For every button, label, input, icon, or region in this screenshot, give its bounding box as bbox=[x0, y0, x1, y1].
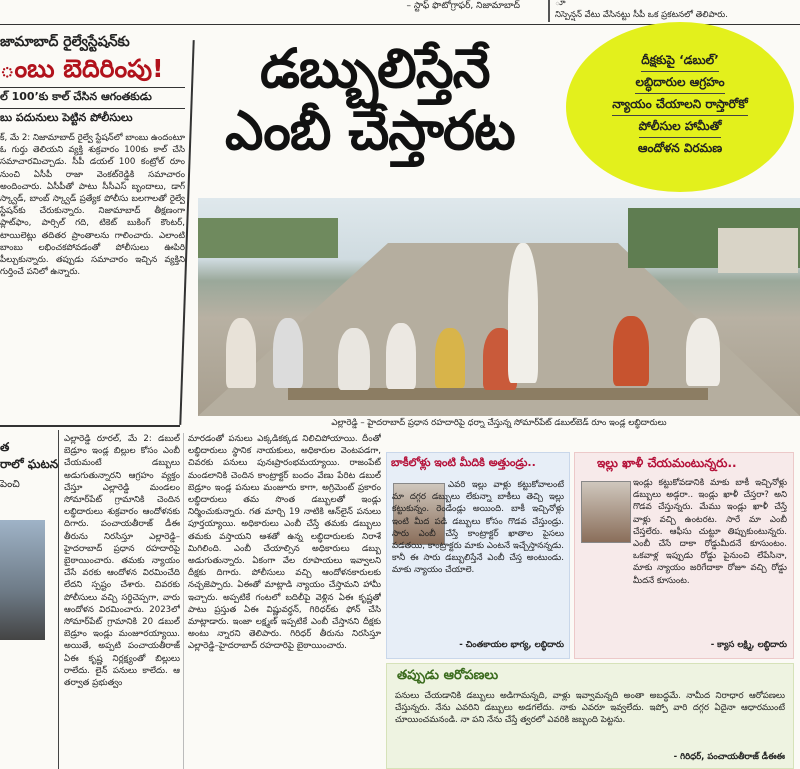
main-headline bbox=[225, 38, 565, 162]
callout-line1: దీక్షకుపై ‘డబుల్’ bbox=[641, 50, 719, 72]
left-mid-kicker: త bbox=[0, 440, 10, 454]
callout-line3: న్యాయం చేయాలని రాస్తారోకో bbox=[612, 94, 748, 116]
quote-box-3-title: తప్పుడు ఆరోపణలు bbox=[397, 668, 499, 683]
left-mid-sub: పెంచి bbox=[0, 479, 20, 490]
left-story-sub1: ల్ 100’కు కాల్ చేసిన ఆగంతకుడు bbox=[0, 87, 185, 109]
callout-text bbox=[576, 50, 784, 159]
top-right-line1: ూ bbox=[555, 0, 566, 8]
left-mid-story bbox=[0, 440, 60, 492]
quote-box-1-body: ఎవరి ఇల్లు వాళ్లు కట్టుకోవాలంటే మా దగ్గర డబ్బులు లేకున్నా బాకీలు తెచ్చి ఇల్లు కట్టుకున్నం. రెండేండ్లు అయింది. బాకీ ఇచ్చినోళ్లు ఇంటి మీద పడి డబ్బులు కోసం గొడవ చేస్తుండ్రు. సారు ఎంబీ చేస్తే కాంట్రాక్టర్ ఖాతాల పైసలు పడతయి, కాంట్రాక్టరు మాకు ఎంటనే ఇచ్చేస్తానన్నడు. కానీ ఈ సారు డబ్బులిస్తేనే ఎంబీ చేస్త అంటుండు. మాకు న్యాయం చేయాలె. bbox=[392, 480, 564, 576]
column-divider bbox=[183, 433, 184, 769]
left-story-headline: ంబు బెదిరింపు! bbox=[0, 54, 164, 83]
callout-line4: పోలీసుల హామీతో bbox=[639, 116, 722, 138]
quote-box-2-credit: - క్యాస లక్ష్మి, లబ్ధిదారు bbox=[710, 640, 787, 650]
protester bbox=[273, 318, 303, 388]
protester-standing bbox=[508, 243, 538, 383]
left-story-sub2: బు పదునులు పెట్టిన పోలీసులు bbox=[0, 111, 133, 124]
photo-credit-top: – స్టాఫ్ ఫొటోగ్రాఫర్, నిజామాబాద్ bbox=[406, 1, 520, 11]
callout-circle bbox=[566, 22, 794, 192]
section-rule bbox=[0, 425, 180, 427]
quote-box-2-portrait bbox=[581, 481, 631, 543]
callout-line5: ఆందోళన విరమణ bbox=[637, 141, 723, 155]
quote-box-1-credit: - చింతకాయల భాగ్య, లబ్ధిదారు bbox=[459, 640, 564, 650]
quote-box-1 bbox=[386, 452, 570, 659]
protester bbox=[613, 316, 649, 386]
shop bbox=[718, 228, 798, 273]
left-mid-headline: రాలో ఘటన bbox=[0, 457, 59, 471]
left-story-body: క్‌, మే 2: నిజామాబాద్ రైల్వే స్టేషన్‌లో బాంబు ఉందంటూ ఓ గుర్తు తెలియని వ్యక్తి శుక్రవారం 100కు కాల్ చేసి సమాచారమిచ్చాడు. సీపీ డయల్ 100 కంట్రోల్ రూం నుంచి ఏసీపీ రాజా వెంకట్‌రెడ్డికి సమాచారం అందించారు. ఏసీపీతో పాటు సీసీఎస్ బృందాలు, డాగ్ స్క్వాడ్, బాంబ్ స్క్వాడ్ ప్రత్యేక పోలీసు బలగాలతో రైల్వే స్టేషన్‌కు చేరుకున్నారు. నిజామాబాద్ తీక్షణంగా ప్లాట్‌ఫాం, పార్సిల్ గది, టికెట్ బుకింగ్ కౌంటర్, టాయిలెట్లు తదితర ప్రాంతాలను గాలించారు. ఎలాంటి బాంబు లభించకపోవడంతో పోలీసులు ఊపిరి పీల్చుకున్నారు. తప్పుడు సమాచారం ఇచ్చిన వ్యక్తిని గుర్తించే పనిలో ఉన్నారు. bbox=[0, 133, 185, 278]
headline-line2: ఎంబీ చేస్తారట bbox=[225, 99, 515, 162]
callout-line2: లబ్ధిదారుల ఆగ్రహం bbox=[635, 72, 724, 94]
protester bbox=[686, 318, 720, 386]
left-story-kicker: జామాబాద్ రైల్వేస్టేషన్‌కు bbox=[0, 34, 130, 50]
article-column-2: మారడంతో పనులు ఎక్కడికక్కడ నిలిచిపోయాయి. దీంతో లబ్ధిదారులు స్థానిక నాయకులు, అధికారుల వెంటపడగా, చివరకు పనులు పునఃప్రారంభమయ్యాయి. రాజంపేట్ మండలానికి చెందిన కాంట్రాక్టర్ బందం వేణు పేరిట డబుల్ బెడ్రూం ఇండ్ల పనులు మంజూరు కాగా, అగ్రిమెంట్ ప్రకారం లబ్ధిదారులు తమ సొంత డబ్బులతో ఇండ్లు నిర్మించుకున్నారు. గత మార్చి 19 నాటికి ఆన్‌లైన్ పనులు పూర్తయ్యాయి. అధికారులు ఎంబీ చేస్తే తమకు డబ్బులు తమకు వస్తాయని ఆశతో ఉన్న లబ్ధిదారులకు నిరాశే మిగిలింది. ఎంబీ చేయాల్సిన అధికారులు డబ్బు అడుగుతున్నారు. ఏకంగా వేల రూపాయలు ఇవ్వాలని దీక్షకు దిగారు. పోలీసులు వచ్చి ఆందోళనకారులకు నచ్చజెప్పారు. ఏఈతో మాట్లాడి న్యాయం చేస్తామని హామీ ఇచ్చారు. అప్పటికే గంటలో బదిలీపై వెళ్లిన ఏఈ కృష్ణతో పాటు ప్రస్తుత ఏఈ విష్ణువర్ధన్, గిరిధర్‌కు ఫోన్ చేసి మాట్లాడారు. ఇంజా లక్ష్మణ్ ఇప్పటికే ఎంబీ చేస్తానని దీక్షకు అంటు న్నారని తెలిపారు. గిరిధర్ తీరును నిరసిస్తూ ఎల్లారెడ్డి–హైదరాబాద్ రహదారిపై బైఠాయించారు. bbox=[188, 434, 381, 652]
quote-box-3 bbox=[386, 663, 794, 769]
quote-box-2-body: ఇండ్లు కట్టుకోవడానికి మాకు బాకీ ఇచ్చినోళ్లు డబ్బులు అడ్గరా.. ఇండ్లు ఖాళీ చేస్తరా? అని గొడవ చేస్తున్నరు. మేము ఇండ్లు ఖాళీ చేస్తే వాళ్లు వచ్చి ఉంటరట. సారే మా ఎంబీ చేస్తలేరు. ఆఫీసు చుట్టూ తిప్పుకుంటున్నరు. ఎంబీ చేసే దాకా రోడ్డుమీదనే కూసుంటం. ఒకవాళ్ల ఇప్పుడు రోడ్డు పైనుంచి లేపేసినా, మాకు న్యాయం జరిగేదాకా రోజూ వచ్చి రోడ్డు మీదనే కూసుంట. bbox=[633, 478, 787, 586]
top-right-line2: నిస్పెన్షన్ వేటు వేసినట్టు సీపీ ఒక ప్రకటనలో తెలిపారు. bbox=[555, 10, 728, 20]
trees-left bbox=[198, 218, 338, 258]
top-right-snippet bbox=[555, 0, 800, 21]
protester bbox=[386, 323, 416, 389]
column-divider bbox=[58, 430, 59, 769]
quote-box-3-credit: - గిరిధర్, పంచాయతీరాజ్ డీఈఈ bbox=[673, 752, 785, 762]
protester bbox=[226, 318, 256, 388]
quote-box-1-title: బాకీలోళ్లు ఇంటి మీదికి అత్తుండ్రు.. bbox=[391, 456, 536, 469]
left-story bbox=[0, 30, 185, 420]
article-column-1: ఎల్లారెడ్డి రూరల్, మే 2: డబుల్ బెడ్రూం ఇండ్ల బిల్లుల కోసం ఎంబీ చేయమంటే డబ్బులు అడుగుతున్నారని ఆగ్రహం వ్యక్తం చేస్తూ ఎల్లారెడ్డి మండలం సోమార్‌పేట్ గ్రామానికి చెందిన లబ్ధిదారులు శుక్రవారం ఆందోళనకు దిగారు. పంచాయతీరాజ్ డీఈ తీరును నిరసిస్తూ ఎల్లారెడ్డి–హైదరాబాద్ ప్రధాన రహదారిపై బైఠాయించారు. తమకు న్యాయం చేసే వరకు ఆందోళన విరమించేది లేదని స్పష్టం చేశారు. చివరకు పోలీసులు వచ్చి సర్దిచెప్పగా, వారు ఆందోళన విరమించారు. 2023లో సోమార్‌పేట్ గ్రామానికి 20 డబుల్ బెడ్రూం ఇండ్లు మంజూరయ్యాయి. అయితే, అప్పటి పంచాయతీరాజ్ ఏఈ కృష్ణ నిర్లక్ష్యంతో బిల్లులు రాలేదు. లైన్ పనులు కాలేదు. ఆ తర్వాత ప్రభుత్వం bbox=[64, 434, 180, 689]
quote-box-3-body: పనులు చేయడానికి డబ్బులు అడిగామన్నది, వాళ్లు ఇవ్వామన్నది అంతా అబద్ధమే. నామీద నిరాధార ఆరోపణలు చేస్తున్నరు. నేను ఎవరిని డబ్బులు అడగలేదు. నాకు ఎవరూ ఇవ్వలేదు. ఇప్పో వారి దగ్గర ఏదైనా ఆధారముంటే చూయించమనండి. నా పని నేను చేస్తే త్వరలో ఎవరికి జబ్బంది పెట్టను. bbox=[395, 691, 785, 726]
left-photo bbox=[0, 520, 45, 640]
headline-line1: డబ్బులిస్తేనే bbox=[260, 37, 490, 100]
column-divider bbox=[548, 0, 550, 22]
quote-box-2-title: ఇల్లు ఖాళీ చేయమంటున్నరు.. bbox=[597, 456, 737, 470]
quote-box-2 bbox=[574, 452, 794, 659]
protester bbox=[338, 328, 370, 390]
protest-photo bbox=[198, 198, 800, 416]
protester bbox=[435, 328, 465, 388]
photo-caption: ఎల్లారెడ్డి – హైదరాబాద్ ప్రధాన రహదారిపై ధర్నా చేస్తున్న సోమార్‌పేట్ డబుల్‌బెడ్ రూం ఇండ్ల లబ్ధిదారులు bbox=[331, 418, 667, 428]
